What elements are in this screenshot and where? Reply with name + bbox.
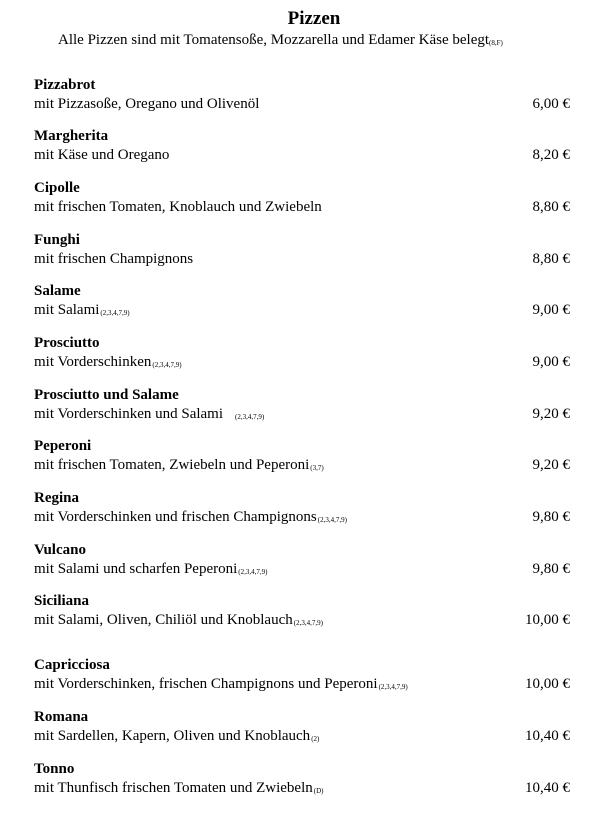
item-price: 6,00 € xyxy=(532,96,570,112)
item-desc-text: mit frischen Tomaten, Knoblauch und Zwiebeln xyxy=(34,199,322,215)
item-name: Peperoni xyxy=(34,438,92,454)
subtitle-text: Alle Pizzen sind mit Tomatensoße, Mozzarella und Edamer Käse belegt xyxy=(58,32,490,48)
page-subtitle xyxy=(58,31,503,51)
item-allergens: (3,7) xyxy=(310,464,324,472)
item-name: Margherita xyxy=(34,128,109,144)
item-name: Capricciosa xyxy=(34,657,110,673)
item-allergens: (2,3,4,7,9) xyxy=(235,413,265,421)
item-desc-text: mit Vorderschinken, frischen Champignons und Peperoni xyxy=(34,676,378,692)
item-price: 8,20 € xyxy=(532,147,570,163)
item-name: Pizzabrot xyxy=(34,77,96,93)
page-title: Pizzen xyxy=(287,8,341,29)
item-description xyxy=(34,508,347,528)
item-allergens: (2) xyxy=(311,735,320,743)
menu-item xyxy=(34,386,570,428)
menu-item xyxy=(34,179,570,221)
item-desc-text: mit Thunfisch frischen Tomaten und Zwiebeln xyxy=(34,780,313,796)
item-name: Prosciutto xyxy=(34,335,100,351)
item-price: 10,40 € xyxy=(525,728,570,744)
item-name: Funghi xyxy=(34,232,80,248)
item-allergens: (2,3,4,7,9) xyxy=(100,309,130,317)
menu-item xyxy=(34,592,570,634)
item-name: Siciliana xyxy=(34,593,90,609)
item-allergens: (2,3,4,7,9) xyxy=(378,683,408,691)
item-desc-text: mit Vorderschinken und frischen Champignons xyxy=(34,509,317,525)
item-price: 8,80 € xyxy=(532,199,570,215)
item-name: Salame xyxy=(34,283,81,299)
item-desc-text: mit Salami, Oliven, Chiliöl und Knoblauch xyxy=(34,612,293,628)
item-description xyxy=(34,727,319,747)
item-name: Tonno xyxy=(34,761,75,777)
item-description xyxy=(34,250,194,270)
item-name: Cipolle xyxy=(34,180,80,196)
item-price: 9,00 € xyxy=(532,302,570,318)
item-allergens: (2,3,4,7,9) xyxy=(317,516,347,524)
item-description xyxy=(34,675,408,695)
item-allergens: (2,3,4,7,9) xyxy=(293,619,323,627)
menu-item xyxy=(34,489,570,531)
menu-item xyxy=(34,231,570,273)
item-allergens: (D) xyxy=(313,787,324,795)
item-name: Vulcano xyxy=(34,542,86,558)
subtitle-allergens: (8,F) xyxy=(489,39,503,47)
item-desc-text: mit Vorderschinken und Salami xyxy=(34,406,224,422)
menu-item xyxy=(34,437,570,479)
item-description xyxy=(34,95,260,115)
item-description xyxy=(34,456,324,476)
item-price: 10,00 € xyxy=(525,612,570,628)
menu-item xyxy=(34,127,570,169)
item-price: 8,80 € xyxy=(532,251,570,267)
menu-item xyxy=(34,760,570,802)
menu-item xyxy=(34,334,570,376)
item-price: 9,80 € xyxy=(532,561,570,577)
item-description xyxy=(34,779,323,799)
menu-item xyxy=(34,541,570,583)
item-description xyxy=(34,405,264,425)
item-desc-text: mit Vorderschinken xyxy=(34,354,152,370)
item-desc-text: mit frischen Tomaten, Zwiebeln und Peperoni xyxy=(34,457,310,473)
item-desc-text: mit Sardellen, Kapern, Oliven und Knoblauch xyxy=(34,728,311,744)
menu-item xyxy=(34,76,570,118)
item-allergens: (2,3,4,7,9) xyxy=(152,361,182,369)
item-price: 9,80 € xyxy=(532,509,570,525)
item-price: 10,40 € xyxy=(525,780,570,796)
item-description xyxy=(34,146,170,166)
item-description xyxy=(34,198,323,218)
item-description xyxy=(34,353,182,373)
item-price: 9,20 € xyxy=(532,406,570,422)
item-desc-text: mit Pizzasoße, Oregano und Olivenöl xyxy=(34,96,260,112)
item-description xyxy=(34,301,130,321)
item-desc-text: mit frischen Champignons xyxy=(34,251,194,267)
item-description xyxy=(34,611,323,631)
item-price: 9,00 € xyxy=(532,354,570,370)
item-name: Prosciutto und Salame xyxy=(34,387,179,403)
menu-item xyxy=(34,708,570,750)
item-desc-text: mit Salami und scharfen Peperoni xyxy=(34,561,238,577)
item-desc-text: mit Salami xyxy=(34,302,100,318)
item-desc-text: mit Käse und Oregano xyxy=(34,147,170,163)
item-description xyxy=(34,560,267,580)
item-name: Regina xyxy=(34,490,79,506)
item-allergens: (2,3,4,7,9) xyxy=(238,568,268,576)
item-price: 10,00 € xyxy=(525,676,570,692)
item-price: 9,20 € xyxy=(532,457,570,473)
item-name: Romana xyxy=(34,709,89,725)
menu-item xyxy=(34,656,570,698)
menu-item xyxy=(34,282,570,324)
